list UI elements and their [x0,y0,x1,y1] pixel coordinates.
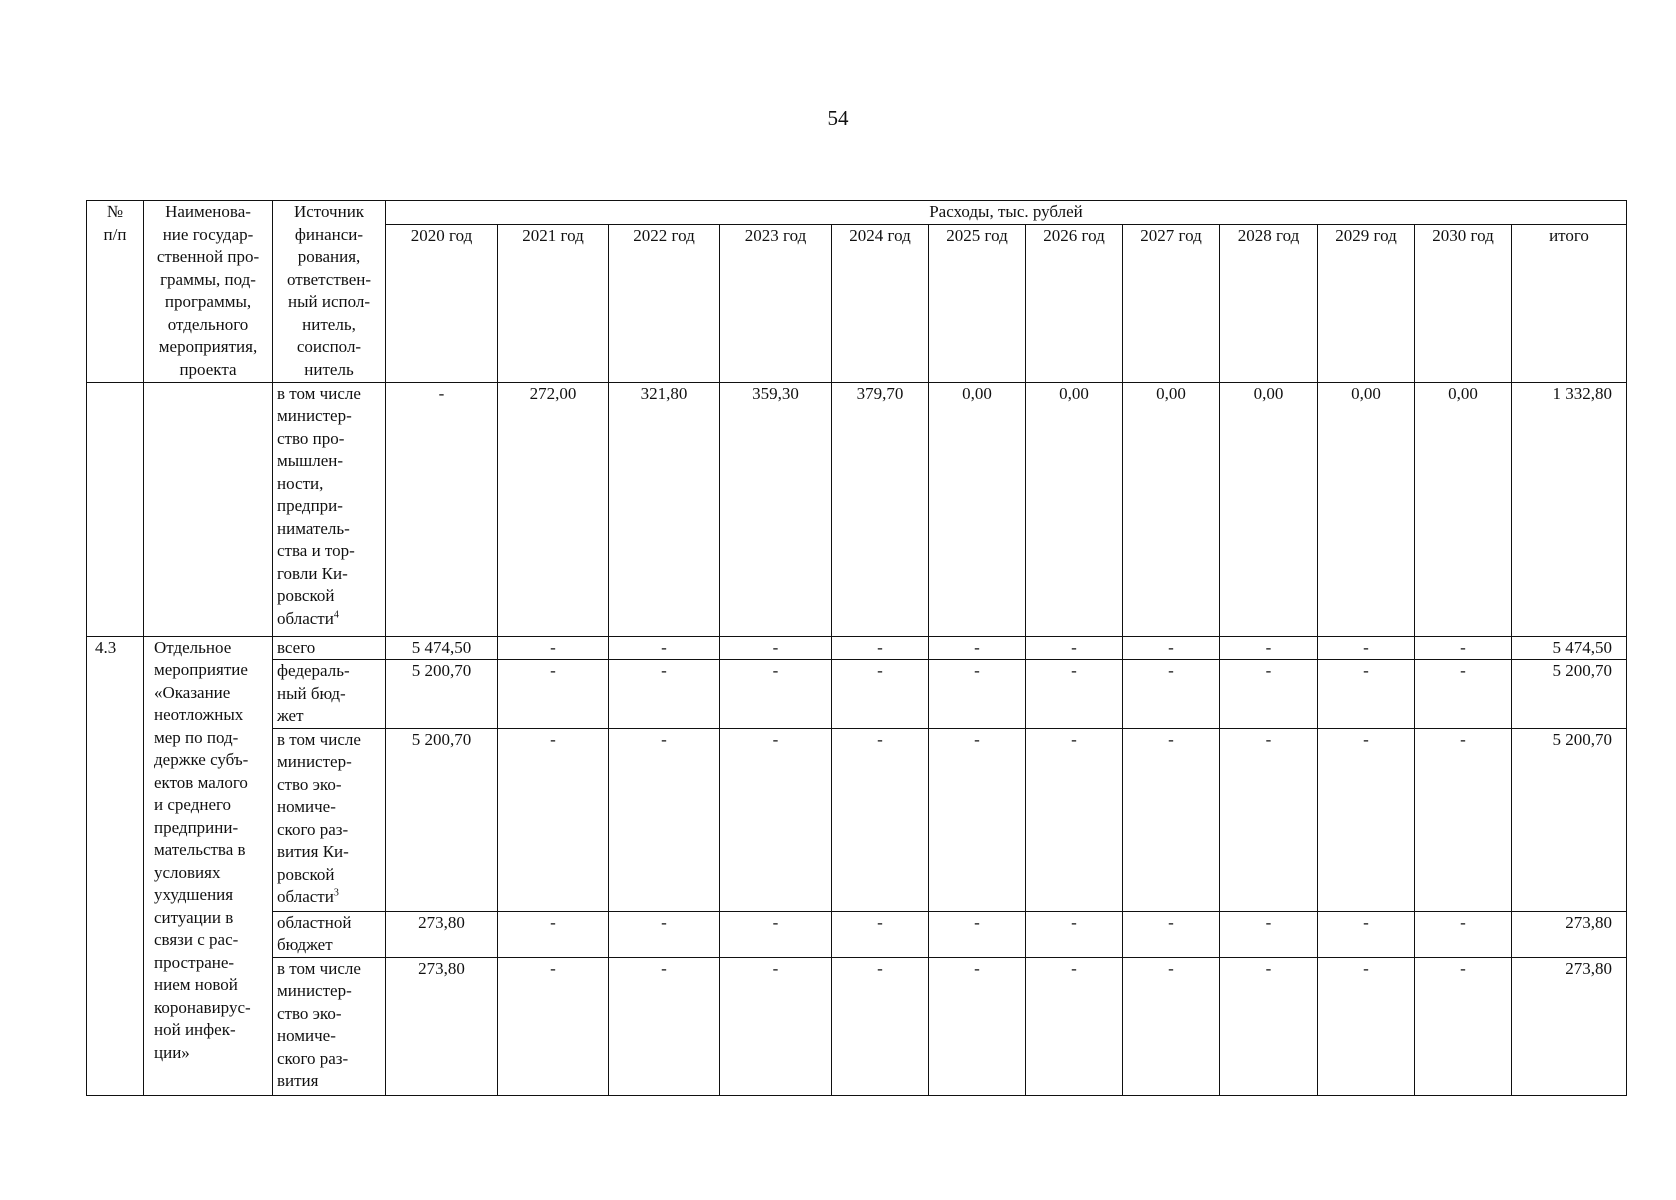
value-cell: - [929,728,1026,911]
value-cell: 379,70 [832,382,929,636]
value-cell: - [1123,636,1220,660]
row-name [144,382,273,636]
header-year: 2028 год [1220,224,1318,382]
table-row [87,636,1627,660]
row-name: Отдельное мероприятие «Оказание неотложных мер по под- держке субъ- ектов малого и среднего предприни- мательства в условиях ухудшения ситуации в связи с рас- простране- нием новой коронавирус- ной инфек- ции» [144,636,273,1095]
total-cell: 5 474,50 [1512,636,1627,660]
value-cell: 273,80 [386,957,498,1095]
value-cell: - [720,957,832,1095]
value-cell: - [498,660,609,729]
value-cell: - [1318,957,1415,1095]
header-expenses-title: Расходы, тыс. рублей [386,201,1627,225]
row-source: федераль- ный бюд- жет [273,660,386,729]
value-cell: - [929,636,1026,660]
value-cell: 273,80 [386,911,498,957]
value-cell: 0,00 [1123,382,1220,636]
value-cell: - [498,728,609,911]
value-cell: - [609,957,720,1095]
footnote-mark: 3 [333,887,339,899]
value-cell: 5 474,50 [386,636,498,660]
value-cell: - [720,728,832,911]
value-cell: - [1026,660,1123,729]
row-source: в том числе министер- ство эко- номиче- ского раз- вития Ки- ровской области$^3$ [273,728,386,911]
row-source: в том числе министер- ство про- мышлен- ности, предпри- ниматель- ства и тор- говли Ки- ровской области$^4$ [273,382,386,636]
value-cell: 321,80 [609,382,720,636]
value-cell: - [386,382,498,636]
value-cell: - [609,728,720,911]
value-cell: - [1123,911,1220,957]
header-col-source: Источник финанси- рования, ответствен- ный испол- нитель, соиспол- нитель [273,201,386,383]
row-source: областной бюджет [273,911,386,957]
value-cell: - [1123,660,1220,729]
table-row [87,728,1627,911]
total-cell: 273,80 [1512,957,1627,1095]
header-year: 2029 год [1318,224,1415,382]
value-cell: - [1318,911,1415,957]
page-number: 54 [827,106,849,130]
value-cell: - [1220,636,1318,660]
value-cell: 0,00 [1415,382,1512,636]
value-cell: - [720,660,832,729]
value-cell: - [832,660,929,729]
value-cell: - [609,660,720,729]
footnote-mark: 4 [333,608,339,620]
value-cell: 5 200,70 [386,660,498,729]
total-cell: 273,80 [1512,911,1627,957]
value-cell: 0,00 [929,382,1026,636]
value-cell: - [832,911,929,957]
value-cell: - [1415,660,1512,729]
value-cell: - [1123,728,1220,911]
value-cell: - [1318,636,1415,660]
row-source: всего [273,636,386,660]
value-cell: - [929,660,1026,729]
header-col-name: Наименова- ние государ- ственной про- граммы, под- программы, отдельного мероприятия, проекта [144,201,273,383]
value-cell: 0,00 [1026,382,1123,636]
value-cell: - [832,728,929,911]
header-year: 2027 год [1123,224,1220,382]
total-cell: 5 200,70 [1512,728,1627,911]
value-cell: - [1415,911,1512,957]
value-cell: 5 200,70 [386,728,498,911]
value-cell: - [1123,957,1220,1095]
header-year: 2023 год [720,224,832,382]
value-cell: - [1220,660,1318,729]
row-index: 4.3 [87,636,144,1095]
row-source: в том числе министер- ство эко- номиче- ского раз- вития [273,957,386,1095]
value-cell: - [1318,660,1415,729]
header-year: 2022 год [609,224,720,382]
value-cell: - [498,911,609,957]
value-cell: - [1026,911,1123,957]
value-cell: - [929,957,1026,1095]
table-row [87,382,1627,636]
value-cell: - [832,957,929,1095]
value-cell: - [1220,911,1318,957]
header-year: 2021 год [498,224,609,382]
table-row [87,911,1627,957]
header-year: 2020 год [386,224,498,382]
value-cell: - [1026,728,1123,911]
value-cell: 272,00 [498,382,609,636]
header-year: 2030 год [1415,224,1512,382]
value-cell: - [832,636,929,660]
value-cell: 0,00 [1220,382,1318,636]
budget-table [86,200,1627,1096]
value-cell: - [1026,957,1123,1095]
value-cell: 0,00 [1318,382,1415,636]
value-cell: - [609,636,720,660]
header-year: 2025 год [929,224,1026,382]
value-cell: - [1026,636,1123,660]
table-row [87,957,1627,1095]
value-cell: - [1220,957,1318,1095]
value-cell: - [1220,728,1318,911]
total-cell: 5 200,70 [1512,660,1627,729]
header-year: 2024 год [832,224,929,382]
value-cell: - [498,957,609,1095]
value-cell: - [1415,728,1512,911]
header-year: 2026 год [1026,224,1123,382]
value-cell: - [929,911,1026,957]
header-col-number: № п/п [87,201,144,383]
table-row [87,660,1627,729]
total-cell: 1 332,80 [1512,382,1627,636]
value-cell: - [609,911,720,957]
value-cell: - [1318,728,1415,911]
value-cell: 359,30 [720,382,832,636]
value-cell: - [720,911,832,957]
header-total: итого [1512,224,1627,382]
value-cell: - [498,636,609,660]
value-cell: - [720,636,832,660]
row-index [87,382,144,636]
value-cell: - [1415,636,1512,660]
value-cell: - [1415,957,1512,1095]
